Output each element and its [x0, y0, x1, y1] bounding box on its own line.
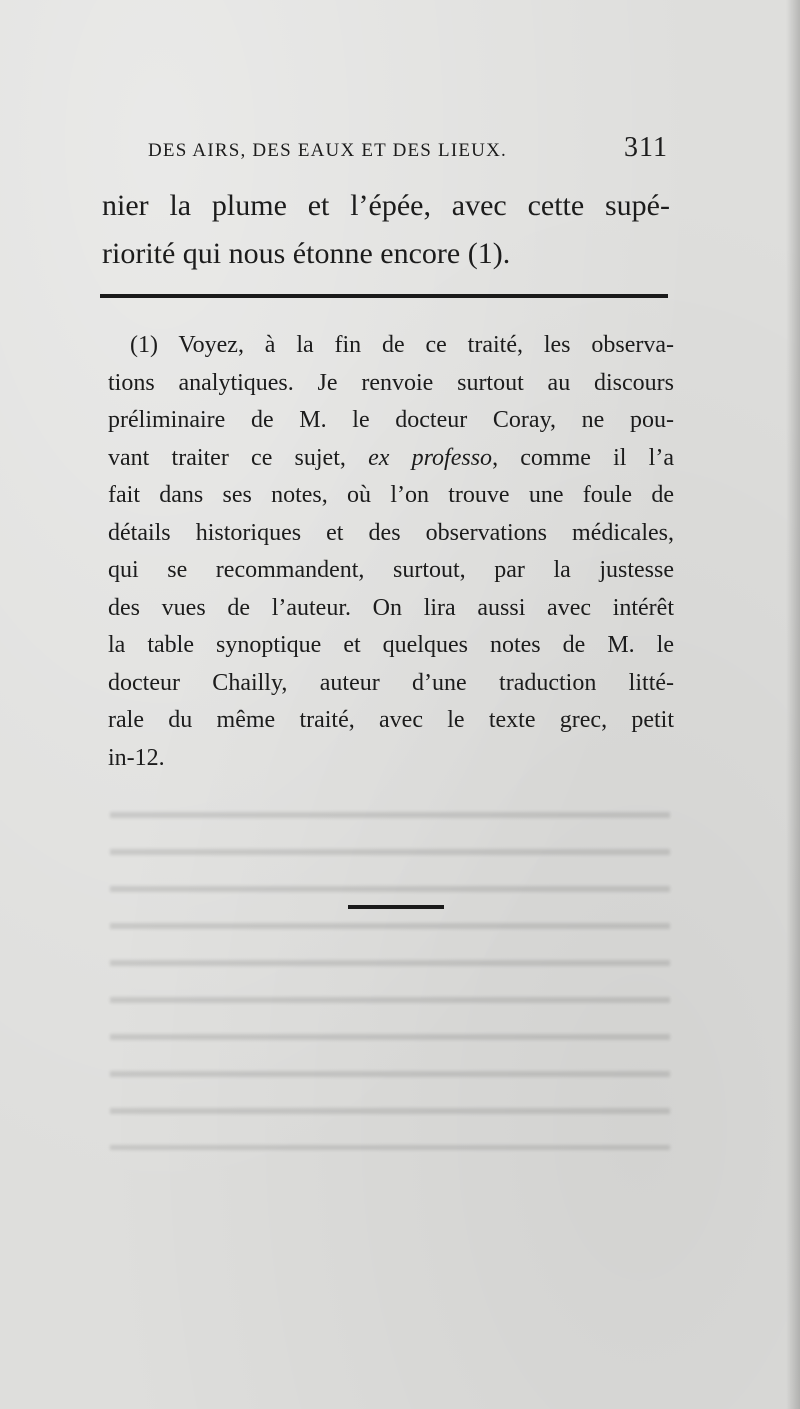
footnote-separator-rule	[100, 294, 668, 298]
footnote	[108, 327, 674, 777]
show-through-from-reverse	[110, 790, 670, 1150]
page-number: 311	[624, 132, 668, 163]
footnote-line: rale du même traité, avec le texte grec, petit	[108, 707, 674, 733]
footnote-text: , comme il l’a	[492, 444, 674, 471]
footnote-line	[108, 440, 674, 478]
footnote-line: in-12.	[108, 744, 165, 771]
footnote-line: la table synoptique et quelques notes de M. le	[108, 632, 674, 658]
main-text-line: nier la plume et l’épée, avec cette supé-	[102, 189, 670, 222]
page-edge-shadow	[786, 0, 800, 1409]
footnote-line: fait dans ses notes, où l’on trouve une foule de	[108, 482, 674, 508]
footnote-line: qui se recommandent, surtout, par la justesse	[108, 557, 674, 583]
footnote-text: vant traiter ce sujet,	[108, 444, 369, 471]
running-head	[148, 132, 668, 172]
main-text	[102, 182, 670, 278]
footnote-line: docteur Chailly, auteur d’une traduction litté-	[108, 669, 674, 696]
footnote-line: détails historiques et des observations médicales,	[108, 519, 674, 546]
footnote-line: des vues de l’auteur. On lira aussi avec intérêt	[108, 594, 674, 621]
main-text-line: riorité qui nous étonne encore (1).	[102, 237, 511, 270]
footnote-line: tions analytiques. Je renvoie surtout au discours	[108, 369, 674, 396]
footnote-line: préliminaire de M. le docteur Coray, ne pou-	[108, 407, 674, 433]
latin-phrase: ex professo	[368, 444, 493, 471]
end-of-chapter-rule	[348, 905, 444, 909]
running-title: DES AIRS, DES EAUX ET DES LIEUX.	[148, 140, 507, 161]
footnote-line: (1) Voyez, à la fin de ce traité, les observa-	[130, 332, 674, 358]
